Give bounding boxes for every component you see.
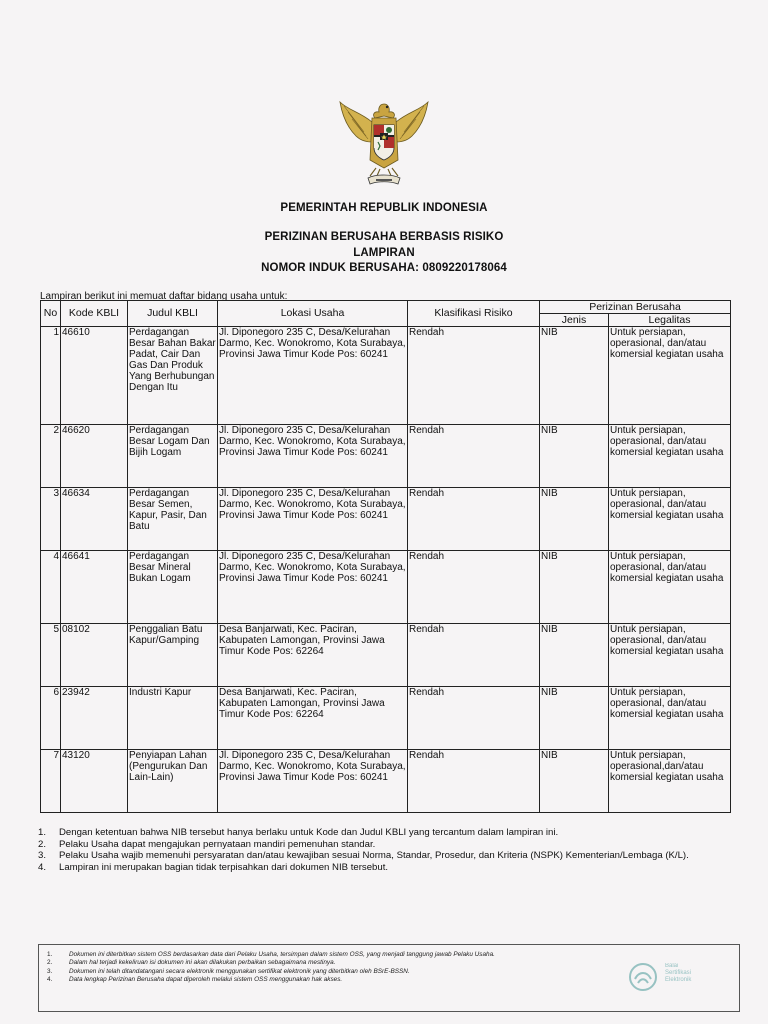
- row-lokasi: Jl. Diponegoro 235 C, Desa/Kelurahan Darmo, Kec. Wonokromo, Kota Surabaya, Provinsi Jawa Timur Kode Pos: 60241: [218, 327, 408, 425]
- note-item: [38, 839, 738, 851]
- row-legalitas: Untuk persiapan, operasional, dan/atau komersial kegiatan usaha: [609, 425, 731, 488]
- row-no: 4: [41, 551, 61, 624]
- table-row: [41, 624, 731, 687]
- header-legalitas: Legalitas: [609, 314, 731, 327]
- note-number: 1.: [38, 827, 47, 838]
- header-kode-kbli: Kode KBLI: [61, 301, 128, 327]
- intro-text: Lampiran berikut ini memuat daftar bidang usaha untuk:: [40, 291, 288, 302]
- row-jenis: NIB: [540, 425, 609, 488]
- document-subtitle: LAMPIRAN: [353, 247, 415, 259]
- header-jenis: Jenis: [540, 314, 609, 327]
- row-risiko: Rendah: [408, 551, 540, 624]
- row-judul-kbli: Penggalian Batu Kapur/Gamping: [128, 624, 218, 687]
- row-no: 3: [41, 488, 61, 551]
- note-text: Lampiran ini merupakan bagian tidak terpisahkan dari dokumen NIB tersebut.: [59, 861, 389, 873]
- row-lokasi: Desa Banjarwati, Kec. Paciran, Kabupaten Lamongan, Provinsi Jawa Timur Kode Pos: 62264: [218, 687, 408, 750]
- row-jenis: NIB: [540, 488, 609, 551]
- footer-notes-list: [47, 951, 607, 985]
- row-lokasi: Jl. Diponegoro 235 C, Desa/Kelurahan Darmo, Kec. Wonokromo, Kota Surabaya, Provinsi Jawa Timur Kode Pos: 60241: [218, 425, 408, 488]
- document-title: PERIZINAN BERUSAHA BERBASIS RISIKO: [264, 231, 504, 243]
- footer-disclaimer-box: [38, 944, 740, 1012]
- row-kode-kbli: 46620: [61, 425, 128, 488]
- row-legalitas: Untuk persiapan, operasional, dan/atau komersial kegiatan usaha: [609, 624, 731, 687]
- row-no: 1: [41, 327, 61, 425]
- footer-note-text: Dalam hal terjadi kekeliruan isi dokumen ini akan dilakukan perbaikan sebagaimana mestinya.: [69, 959, 336, 967]
- table-row: [41, 687, 731, 750]
- bsre-logo-text: [665, 963, 691, 984]
- garuda-emblem-icon: [334, 92, 434, 192]
- row-risiko: Rendah: [408, 750, 540, 813]
- bsre-logo-icon: [627, 961, 659, 993]
- kbli-table: [40, 300, 731, 813]
- footer-note-text: Data lengkap Perizinan Berusaha dapat diperoleh melalui sistem OSS menggunakan hak akses.: [69, 976, 343, 984]
- header-klasifikasi-risiko: Klasifikasi Risiko: [408, 301, 540, 327]
- header-judul-kbli: Judul KBLI: [128, 301, 218, 327]
- header-no: No: [41, 301, 61, 327]
- footer-note-number: 4.: [47, 976, 53, 984]
- row-kode-kbli: 43120: [61, 750, 128, 813]
- bsre-logo: [627, 961, 723, 993]
- row-risiko: Rendah: [408, 425, 540, 488]
- row-legalitas: Untuk persiapan, operasional, dan/atau komersial kegiatan usaha: [609, 327, 731, 425]
- row-lokasi: Desa Banjarwati, Kec. Paciran, Kabupaten Lamongan, Provinsi Jawa Timur Kode Pos: 62264: [218, 624, 408, 687]
- row-kode-kbli: 46634: [61, 488, 128, 551]
- row-judul-kbli: Penyiapan Lahan (Pengurukan Dan Lain-Lain): [128, 750, 218, 813]
- row-lokasi: Jl. Diponegoro 235 C, Desa/Kelurahan Darmo, Kec. Wonokromo, Kota Surabaya, Provinsi Jawa Timur Kode Pos: 60241: [218, 750, 408, 813]
- row-legalitas: Untuk persiapan, operasional, dan/atau komersial kegiatan usaha: [609, 488, 731, 551]
- bsre-logo-line: Balai: [665, 963, 679, 969]
- row-judul-kbli: Perdagangan Besar Logam Dan Bijih Logam: [128, 425, 218, 488]
- footer-note-item: [47, 959, 607, 967]
- row-kode-kbli: 08102: [61, 624, 128, 687]
- bsre-logo-line: Sertifikasi: [665, 970, 692, 976]
- footer-note-text: Dokumen ini diterbitkan sistem OSS berdasarkan data dari Pelaku Usaha, tersimpan dalam sistem OSS, yang menjadi tanggung jawab Pelaku Usaha.: [69, 951, 495, 958]
- footer-note-number: 3.: [47, 967, 53, 975]
- table-row: [41, 425, 731, 488]
- row-no: 5: [41, 624, 61, 687]
- bsre-logo-line: Elektronik: [665, 977, 692, 983]
- row-judul-kbli: Perdagangan Besar Mineral Bukan Logam: [128, 551, 218, 624]
- note-number: 3.: [38, 850, 47, 861]
- header-perizinan-berusaha: Perizinan Berusaha: [540, 301, 731, 314]
- table-row: [41, 327, 731, 425]
- row-risiko: Rendah: [408, 488, 540, 551]
- row-judul-kbli: Perdagangan Besar Bahan Bakar Padat, Cair Dan Gas Dan Produk Yang Berhubungan Dengan Itu: [128, 327, 218, 425]
- row-lokasi: Jl. Diponegoro 235 C, Desa/Kelurahan Darmo, Kec. Wonokromo, Kota Surabaya, Provinsi Jawa Timur Kode Pos: 60241: [218, 488, 408, 551]
- note-item: [38, 850, 738, 862]
- note-text: Dengan ketentuan bahwa NIB tersebut hanya berlaku untuk Kode dan Judul KBLI yang tercantum dalam lampiran ini.: [59, 827, 559, 838]
- row-legalitas: Untuk persiapan, operasional,dan/atau komersial kegiatan usaha: [609, 750, 731, 813]
- government-heading: PEMERINTAH REPUBLIK INDONESIA: [280, 202, 488, 214]
- note-number: 4.: [38, 861, 47, 873]
- row-kode-kbli: 23942: [61, 687, 128, 750]
- table-row: [41, 488, 731, 551]
- row-risiko: Rendah: [408, 327, 540, 425]
- row-jenis: NIB: [540, 624, 609, 687]
- footer-note-item: [47, 968, 607, 976]
- note-item: [38, 827, 738, 839]
- note-number: 2.: [38, 838, 47, 850]
- row-jenis: NIB: [540, 687, 609, 750]
- table-row: [41, 551, 731, 624]
- row-no: 7: [41, 750, 61, 813]
- row-judul-kbli: Perdagangan Besar Semen, Kapur, Pasir, Dan Batu: [128, 488, 218, 551]
- footer-note-number: 1.: [47, 951, 53, 958]
- header-lokasi-usaha: Lokasi Usaha: [218, 301, 408, 327]
- footer-note-item: [47, 951, 607, 959]
- nib-number: NOMOR INDUK BERUSAHA: 0809220178064: [261, 262, 507, 274]
- row-legalitas: Untuk persiapan, operasional, dan/atau komersial kegiatan usaha: [609, 687, 731, 750]
- row-risiko: Rendah: [408, 624, 540, 687]
- row-jenis: NIB: [540, 750, 609, 813]
- row-legalitas: Untuk persiapan, operasional, dan/atau komersial kegiatan usaha: [609, 551, 731, 624]
- row-jenis: NIB: [540, 327, 609, 425]
- row-no: 6: [41, 687, 61, 750]
- notes-list: [38, 827, 738, 873]
- row-jenis: NIB: [540, 551, 609, 624]
- row-lokasi: Jl. Diponegoro 235 C, Desa/Kelurahan Darmo, Kec. Wonokromo, Kota Surabaya, Provinsi Jawa Timur Kode Pos: 60241: [218, 551, 408, 624]
- note-text: Pelaku Usaha dapat mengajukan pernyataan mandiri pemenuhan standar.: [59, 838, 376, 850]
- row-judul-kbli: Industri Kapur: [128, 687, 218, 750]
- row-kode-kbli: 46610: [61, 327, 128, 425]
- row-no: 2: [41, 425, 61, 488]
- row-risiko: Rendah: [408, 687, 540, 750]
- note-item: [38, 862, 738, 874]
- row-kode-kbli: 46641: [61, 551, 128, 624]
- footer-note-item: [47, 976, 607, 984]
- note-text: Pelaku Usaha wajib memenuhi persyaratan dan/atau kewajiban sesuai Norma, Standar, Prosedur, dan Kriteria (NSPK) Kementerian/Lembaga (K/L).: [59, 850, 689, 861]
- footer-note-text: Dokumen ini telah ditandatangani secara elektronik menggunakan sertifikat elektronik yang diterbitkan oleh BSrE-BSSN.: [69, 967, 410, 975]
- table-row: [41, 750, 731, 813]
- footer-note-number: 2.: [47, 959, 53, 967]
